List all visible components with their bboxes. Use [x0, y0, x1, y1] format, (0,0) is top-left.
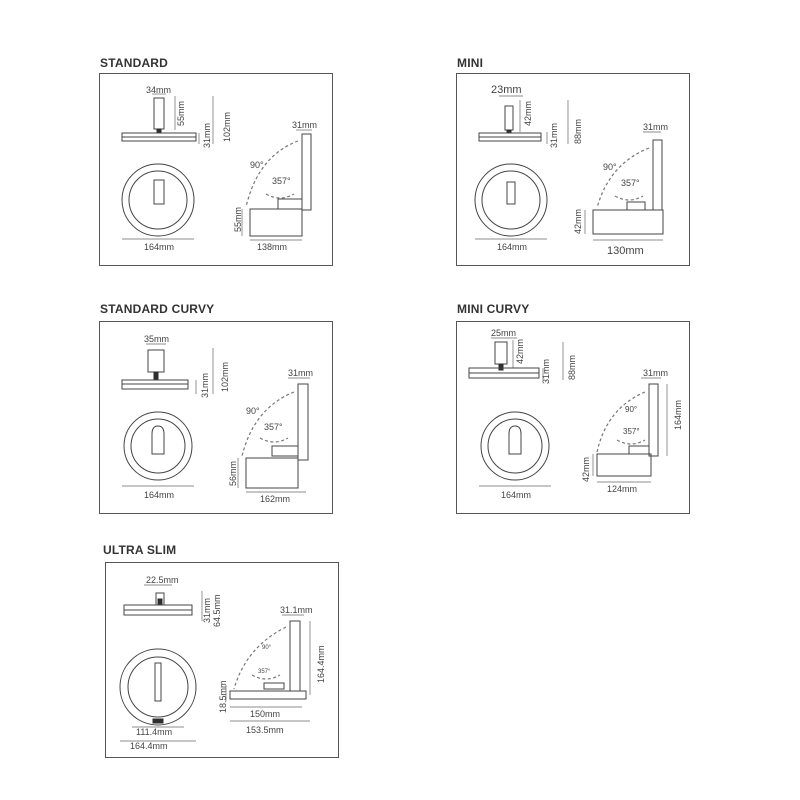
drawing-mini	[457, 74, 691, 267]
diameter-label: 164mm	[144, 490, 175, 500]
diameter-label: 164.4mm	[130, 741, 168, 751]
head-plan	[154, 180, 164, 204]
base-outer	[120, 649, 196, 725]
total-height-label: 64.5mm	[212, 594, 222, 627]
base-outer	[475, 164, 547, 236]
drawing-ultra-slim	[106, 563, 340, 759]
panel-mini	[456, 73, 690, 266]
head	[154, 98, 164, 129]
total-height-label: 88mm	[573, 118, 583, 144]
diameter-label: 164mm	[501, 490, 532, 500]
side-length-label: 138mm	[257, 242, 288, 252]
total-height-label: 102mm	[222, 111, 232, 142]
side-length-label: 124mm	[607, 484, 638, 494]
head-height-label: 42mm	[515, 338, 525, 364]
panel-ultra-slim	[105, 562, 339, 758]
tilt-label: 90°	[262, 645, 272, 651]
rotation-label: 357°	[621, 178, 640, 188]
panel-standard-curvy	[99, 321, 333, 514]
tilt-label: 90°	[625, 405, 638, 414]
side-track-label: 31mm	[292, 120, 318, 130]
head-height-label: 55mm	[176, 100, 186, 126]
track-height-label: 31mm	[200, 372, 210, 398]
panel-mini-curvy	[456, 321, 690, 514]
panel-standard	[99, 73, 333, 266]
side-body	[593, 210, 663, 234]
base-inner	[131, 419, 185, 473]
head-width-label: 34mm	[146, 85, 172, 95]
side-body	[250, 209, 302, 236]
side-track-label: 31mm	[288, 368, 314, 378]
panel-title-standard: STANDARD	[100, 56, 169, 70]
base-inner	[482, 171, 540, 229]
side-height-label: 42mm	[573, 208, 583, 234]
head-height-label: 42mm	[523, 100, 533, 126]
inner-diameter-label: 111.4mm	[136, 727, 173, 737]
head-plan	[507, 182, 515, 204]
side-vertical-label: 164mm	[673, 399, 683, 430]
panel-title-standard-curvy: STANDARD CURVY	[100, 302, 215, 316]
side-track	[302, 134, 311, 210]
head-plan	[509, 426, 521, 454]
rotation-label: 357°	[264, 422, 283, 432]
side-body	[597, 454, 651, 476]
side-track	[649, 384, 658, 456]
tilt-label: 90°	[246, 406, 260, 416]
base-outer	[124, 412, 192, 480]
head-width-label: 25mm	[491, 328, 517, 338]
head	[148, 350, 164, 372]
side-track-label: 31mm	[643, 368, 669, 378]
track-height-label: 31mm	[549, 122, 559, 148]
side-track	[298, 384, 308, 460]
panel-title-mini: MINI	[457, 56, 484, 70]
side-height-label: 56mm	[228, 460, 238, 486]
side-track-label: 31mm	[643, 122, 669, 132]
track-height-label: 31mm	[202, 122, 212, 148]
tilt-label: 90°	[250, 160, 264, 170]
side-length-label: 162mm	[260, 494, 291, 504]
drawing-standard-curvy	[100, 322, 334, 515]
side-vertical-label: 164.4mm	[316, 645, 326, 683]
head-plan	[152, 426, 164, 454]
panel-title-mini-curvy: MINI CURVY	[457, 302, 530, 316]
rotation-label: 357°	[258, 669, 271, 675]
track-height-label: 31mm	[202, 597, 212, 623]
side-length-label: 130mm	[607, 245, 644, 257]
head	[505, 106, 513, 130]
base-inner	[488, 419, 542, 473]
side-length-label: 150mm	[250, 709, 281, 719]
drawing-standard	[100, 74, 334, 267]
drawing-mini-curvy	[457, 322, 691, 515]
base-outer	[481, 412, 549, 480]
tilt-label: 90°	[603, 162, 617, 172]
head-width-label: 22.5mm	[146, 575, 179, 585]
diameter-label: 164mm	[144, 242, 175, 252]
base-inner	[128, 657, 188, 717]
side-body	[246, 458, 298, 488]
diameter-label: 164mm	[497, 242, 528, 252]
side-track	[653, 140, 662, 210]
panel-title-ultra-slim: ULTRA SLIM	[103, 543, 177, 557]
side-body	[230, 691, 306, 699]
total-height-label: 88mm	[567, 354, 577, 380]
total-height-label: 102mm	[220, 361, 230, 392]
side-track	[290, 621, 300, 691]
rotation-label: 357°	[623, 427, 640, 436]
side-height-label: 55mm	[233, 206, 243, 232]
base-outer	[122, 164, 194, 236]
side-track-label: 31.1mm	[280, 605, 313, 615]
head-width-label: 35mm	[144, 334, 170, 344]
side-height-label: 42mm	[581, 456, 591, 482]
rotation-label: 357°	[272, 176, 291, 186]
side-height-label: 18.5mm	[218, 680, 228, 713]
head-plan	[155, 663, 161, 701]
track-height-label: 31mm	[541, 358, 551, 384]
head	[495, 342, 507, 364]
side-total-label: 153.5mm	[246, 725, 284, 735]
head-width-label: 23mm	[491, 84, 522, 96]
